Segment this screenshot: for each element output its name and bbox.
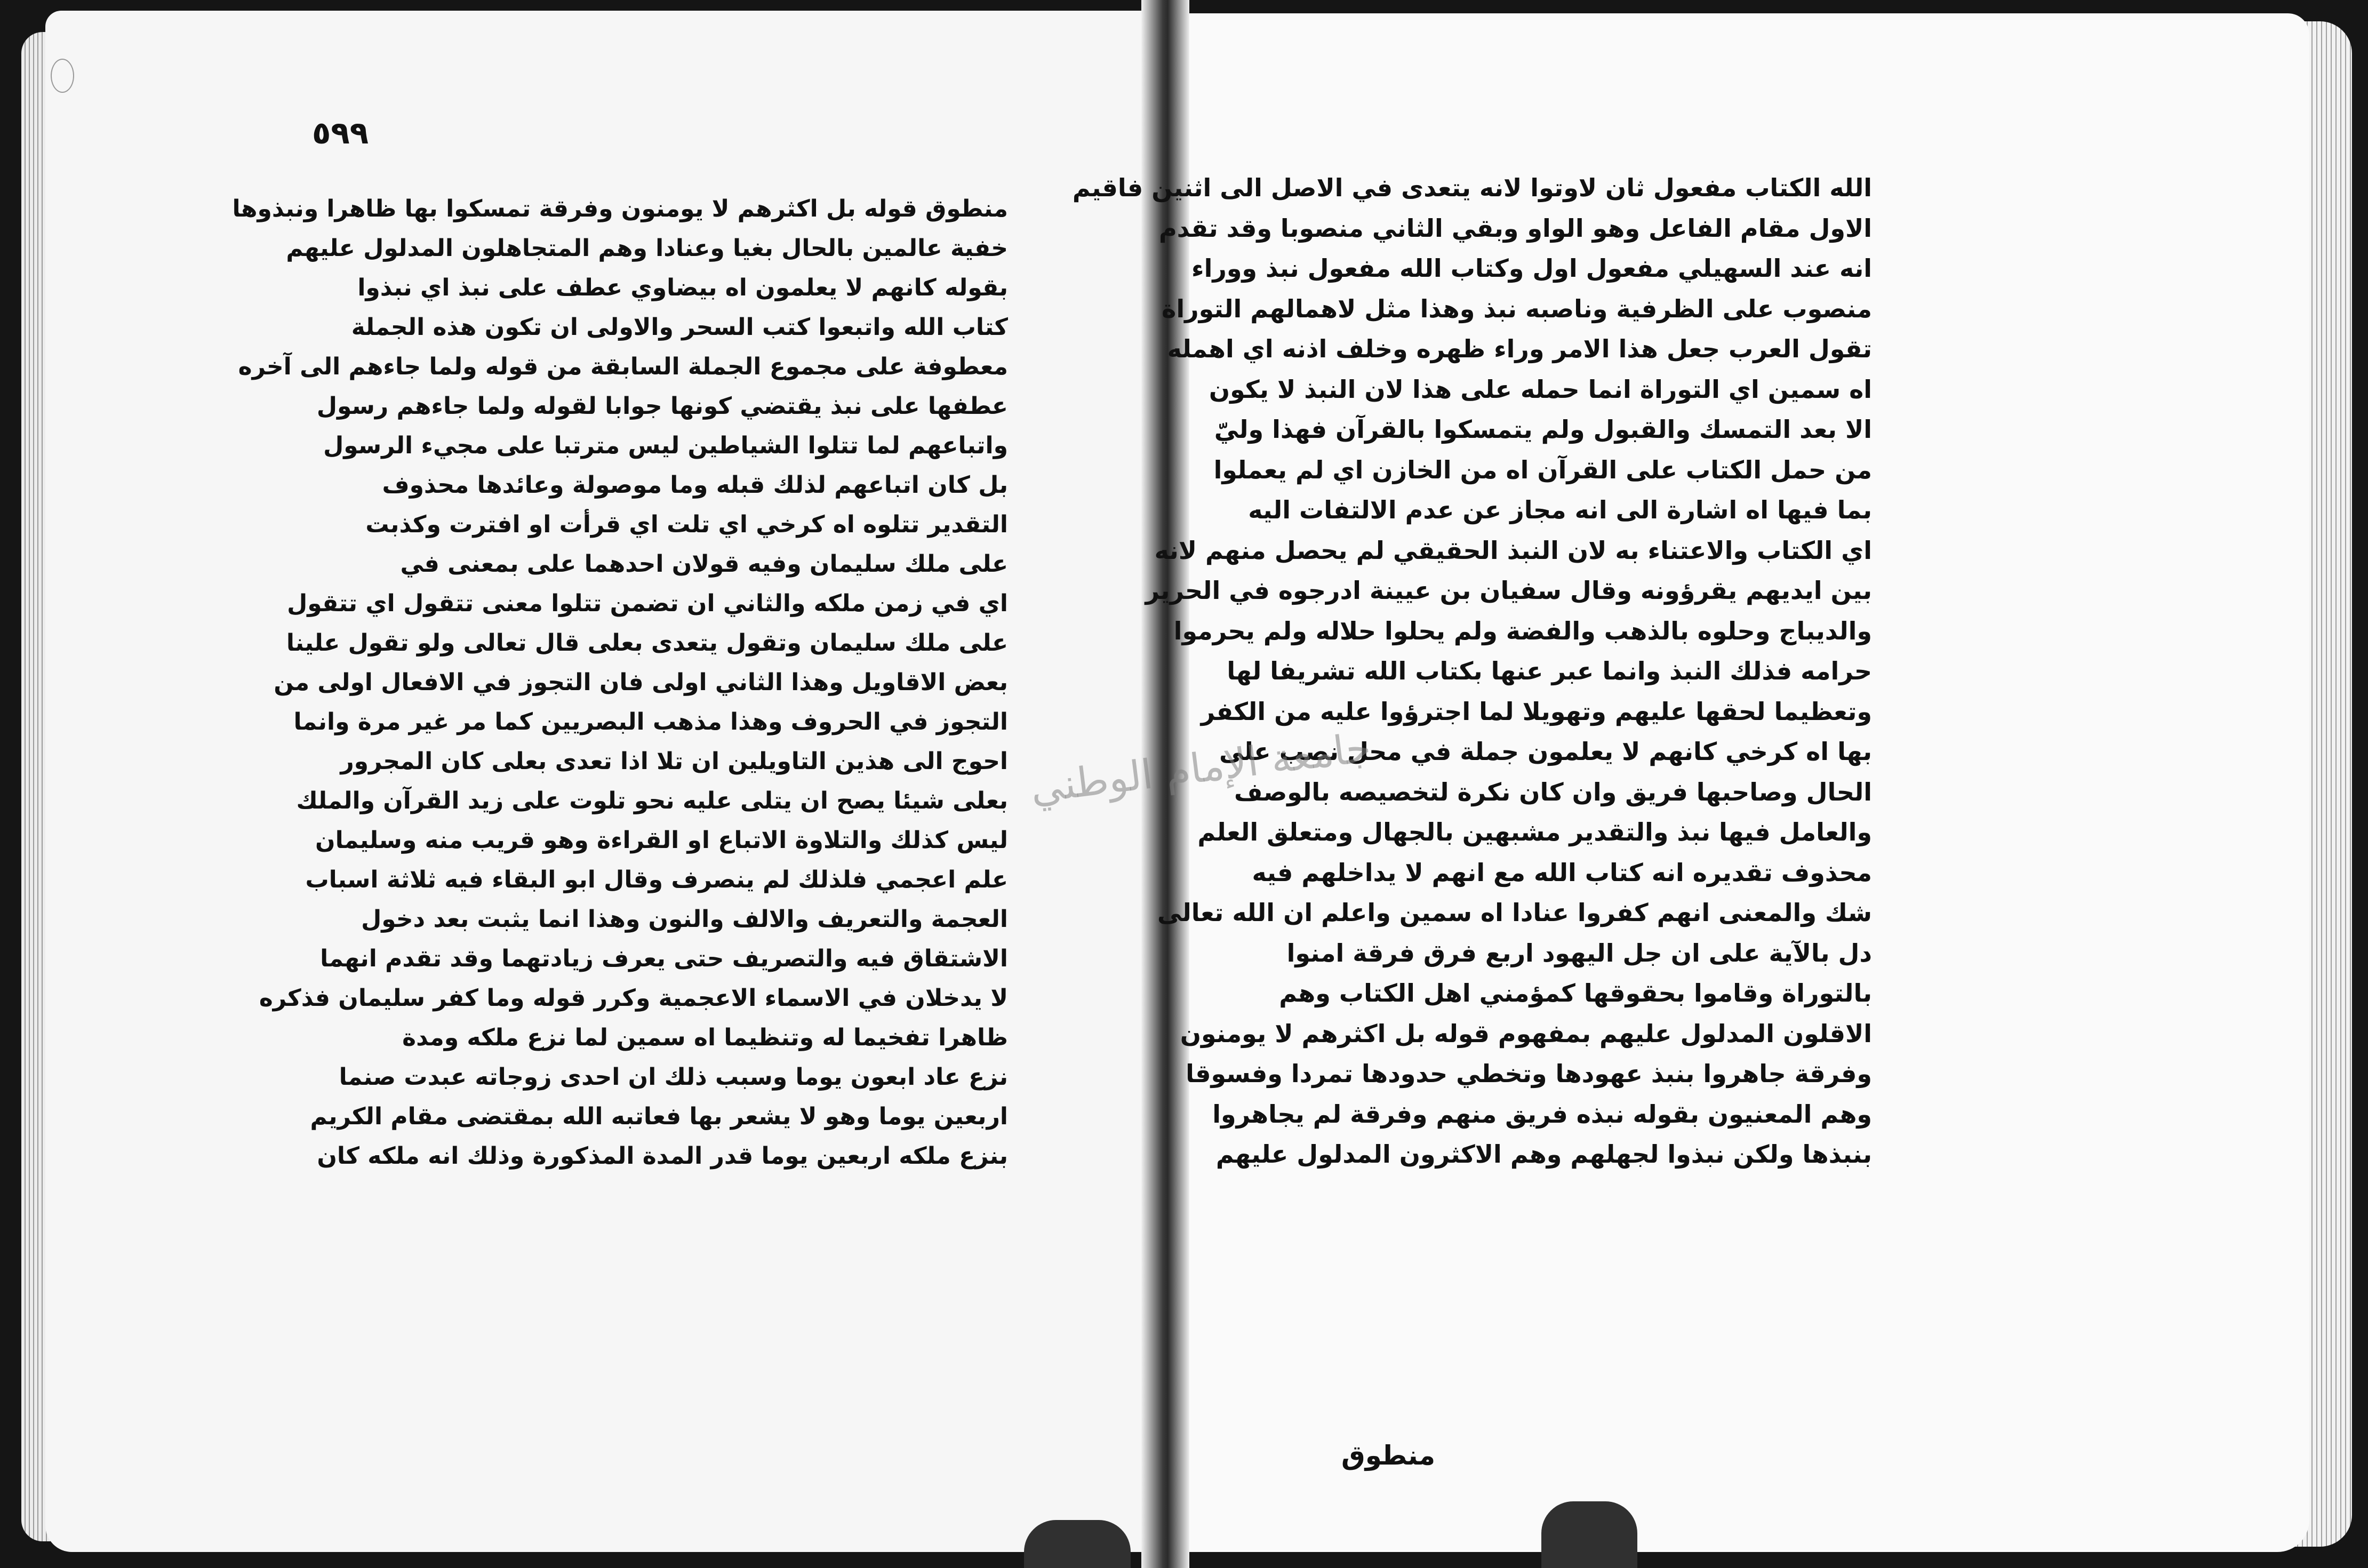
text-line: بنبذها ولكن نبذوا لجهلهم وهم الاكثرون المدلول عليهم xyxy=(1215,1140,1872,1169)
text-line: والعامل فيها نبذ والتقدير مشبهين بالجهال ومتعلق العلم xyxy=(1197,818,1872,846)
text-line: واتباعهم لما تتلوا الشياطين ليس مترتبا على مجيء الرسول xyxy=(323,432,1008,459)
text-line: بما فيها اه اشارة الى انه مجاز عن عدم الالتفات اليه xyxy=(1248,495,1872,524)
text-line: اي في زمن ملكه والثاني ان تضمن تتلوا معنى تتقول اي تتقول xyxy=(287,590,1008,617)
text-line: علم اعجمي فلذلك لم ينصرف وقال ابو البقاء فيه ثلاثة اسباب xyxy=(305,866,1008,893)
text-line: بعض الاقاويل وهذا الثاني اولى فان التجوز في الافعال اولى من xyxy=(274,669,1008,696)
text-line: الا بعد التمسك والقبول ولم يتمسكوا بالقرآن فهذا وليّ xyxy=(1214,415,1872,444)
text-line: ظاهرا تفخيما له وتنظيما اه سمين لما نزع ملكه ومدة xyxy=(402,1024,1008,1051)
text-line: بنزع ملكه اربعين يوما قدر المدة المذكورة وذلك انه ملكه كان xyxy=(317,1142,1008,1170)
text-line: خفية عالمين بالحال بغيا وعنادا وهم المتجاهلون المدلول عليهم xyxy=(286,235,1008,262)
text-line: الاول مقام الفاعل وهو الواو وبقي الثاني منصوبا وقد تقدم xyxy=(1158,213,1872,243)
text-line: اربعين يوما وهو لا يشعر بها فعاتبه الله بمقتضى مقام الكريم xyxy=(310,1103,1008,1130)
text-line: وفرقة جاهروا بنبذ عهودها وتخطي حدودها تمردا وفسوقا xyxy=(1186,1059,1872,1088)
text-line: العجمة والتعريف والالف والنون وهذا انما يثبت بعد دخول xyxy=(361,906,1008,933)
text-line: بل كان اتباعهم لذلك قبله وما موصولة وعائدها محذوف xyxy=(382,471,1008,499)
left-page-text xyxy=(232,189,1008,1176)
text-line: منصوب على الظرفية وناصبه نبذ وهذا مثل لاهمالهم التوراة xyxy=(1162,294,1872,323)
text-line: التجوز في الحروف وهذا مذهب البصريين كما مر غير مرة وانما xyxy=(293,708,1008,735)
reader-finger xyxy=(1541,1501,1637,1568)
text-line: بقوله كانهم لا يعلمون اه بيضاوي عطف على نبذ اي نبذوا xyxy=(357,274,1008,301)
text-line: والديباج وحلوه بالذهب والفضة ولم يحلوا حلاله ولم يحرموا xyxy=(1173,616,1872,645)
text-line: الحال وصاحبها فريق وان كان نكرة لتخصيصه بالوصف xyxy=(1234,777,1872,806)
text-line: من حمل الكتاب على القرآن اه من الخازن اي لم يعملوا xyxy=(1213,455,1872,484)
text-line: انه عند السهيلي مفعول اول وكتاب الله مفعول نبذ ووراء xyxy=(1191,254,1872,283)
reader-finger xyxy=(1024,1520,1131,1568)
text-line: بالتوراة وقاموا بحقوقها كمؤمني اهل الكتاب وهم xyxy=(1279,979,1872,1007)
binding-mark xyxy=(51,59,74,93)
text-line: بين ايديهم يقرؤونه وقال سفيان بن عيينة ادرجوه في الحرير xyxy=(1145,576,1872,605)
text-line: الاقلون المدلول عليهم بمفهوم قوله بل اكثرهم لا يومنون xyxy=(1180,1019,1872,1048)
text-line: بها اه كرخي كانهم لا يعلمون جملة في محل نصب على xyxy=(1219,737,1872,766)
text-line: شك والمعنى انهم كفروا عنادا اه سمين واعلم ان الله تعالى xyxy=(1157,898,1872,927)
text-line: منطوق قوله بل اكثرهم لا يومنون وفرقة تمسكوا بها ظاهرا ونبذوها xyxy=(232,195,1008,222)
text-line: كتاب الله واتبعوا كتب السحر والاولى ان تكون هذه الجملة xyxy=(351,314,1008,341)
text-line: اه سمين اي التوراة انما حمله على هذا لان النبذ لا يكون xyxy=(1209,374,1872,404)
text-line: اي الكتاب والاعتناء به لان النبذ الحقيقي لم يحصل منهم لانه xyxy=(1154,535,1872,565)
text-line: ليس كذلك والتلاوة الاتباع او القراءة وهو قريب منه وسليمان xyxy=(315,827,1008,854)
text-line: عطفها على نبذ يقتضي كونها جوابا لقوله ولما جاءهم رسول xyxy=(316,393,1008,420)
text-line: الاشتقاق فيه والتصريف حتى يعرف زيادتهما وقد تقدم انهما xyxy=(320,945,1008,972)
text-line: بعلى شيئا يصح ان يتلى عليه نحو تلوت على زيد القرآن والملك xyxy=(296,787,1008,814)
text-line: تقول العرب جعل هذا الامر وراء ظهره وخلف اذنه اي اهمله xyxy=(1167,334,1872,363)
text-line: محذوف تقديره انه كتاب الله مع انهم لا يداخلهم فيه xyxy=(1252,858,1872,887)
text-line: التقدير تتلوه اه كرخي اي تلت اي قرأت او افترت وكذبت xyxy=(365,511,1008,538)
text-line: لا يدخلان في الاسماء الاعجمية وكرر قوله وما كفر سليمان فذكره xyxy=(259,985,1008,1012)
catchword: منطوق xyxy=(1341,1440,1436,1471)
text-line: حرامه فذلك النبذ وانما عبر عنها بكتاب الله تشريفا لها xyxy=(1227,657,1872,685)
text-line: احوج الى هذين التاويلين ان تلا اذا تعدى بعلى كان المجرور xyxy=(340,748,1008,775)
text-line: نزع عاد ابعون يوما وسبب ذلك ان احدى زوجاته عبدت صنما xyxy=(339,1063,1008,1091)
folio-number: ٥٩٩ xyxy=(312,115,369,151)
text-line: على ملك سليمان وفيه قولان احدهما على بمعنى في xyxy=(400,550,1008,578)
text-line: دل بالآية على ان جل اليهود اربع فرق فرقة امنوا xyxy=(1286,938,1872,967)
text-line: وتعظيما لحقها عليهم وتهويلا لما اجترؤوا عليه من الكفر xyxy=(1201,697,1872,726)
text-line: الله الكتاب مفعول ثان لاوتوا لانه يتعدى في الاصل الى اثنين فاقيم xyxy=(1072,173,1872,202)
text-line: على ملك سليمان وتقول يتعدى بعلى قال تعالى ولو تقول علينا xyxy=(286,629,1008,657)
text-line: معطوفة على مجموع الجملة السابقة من قوله ولما جاءهم الى آخره xyxy=(238,353,1008,380)
text-line: وهم المعنيون بقوله نبذه فريق منهم وفرقة لم يجاهروا xyxy=(1212,1099,1872,1129)
library-watermark: جامعة الإمام الوطني xyxy=(1027,723,1374,812)
